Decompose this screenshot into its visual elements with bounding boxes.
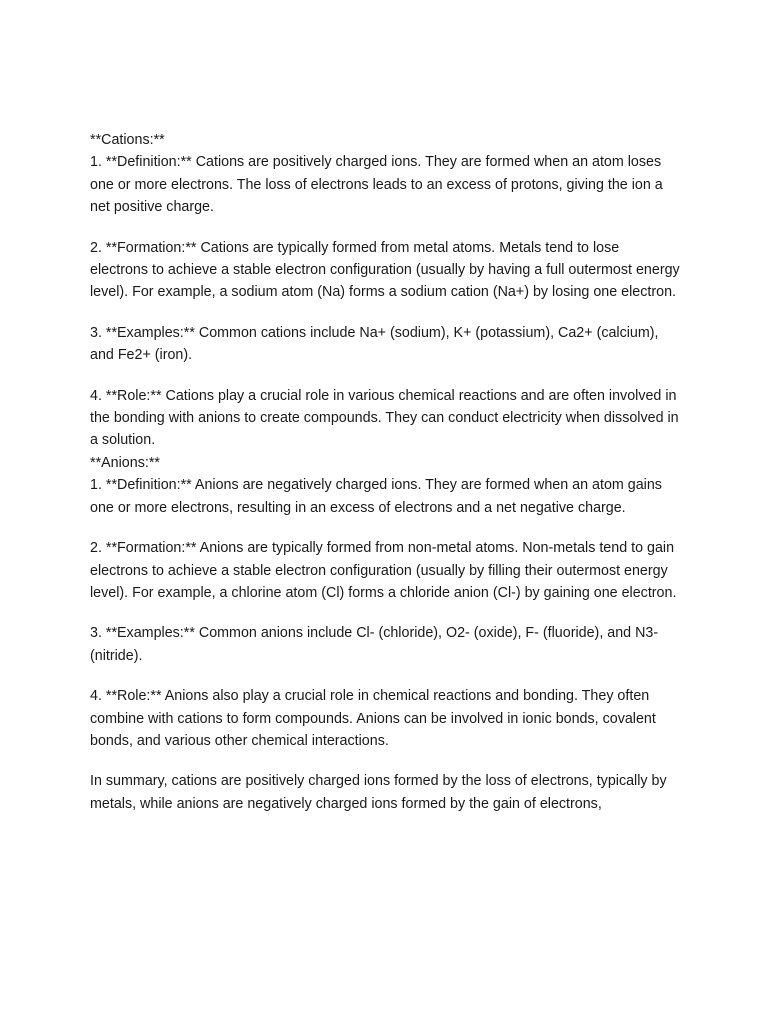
summary-paragraph: In summary, cations are positively charged ions formed by the loss of electrons, typically by metals, while anions are negatively charged ions formed by the gain of electrons, bbox=[90, 773, 667, 812]
anions-definition: 1. **Definition:** Anions are negatively charged ions. They are formed when an atom gains one or more electrons, resulting in an excess of electrons and a net negative charge. bbox=[90, 477, 662, 516]
cations-definition: 1. **Definition:** Cations are positively charged ions. They are formed when an atom loses one or more electrons. The loss of electrons leads to an excess of protons, giving the ion a net positive charge. bbox=[90, 154, 663, 216]
cations-role: 4. **Role:** Cations play a crucial role in various chemical reactions and are often involved in the bonding with anions to create compounds. They can conduct electricity when dissolved in a solution. bbox=[90, 387, 679, 449]
cations-formation: 2. **Formation:** Cations are typically formed from metal atoms. Metals tend to lose electrons to achieve a stable electron configuration (usually by having a full outermost energy level). For example, a sodium atom (Na) forms a sodium cation (Na+) by losing one electron. bbox=[90, 239, 680, 301]
anions-role: 4. **Role:** Anions also play a crucial role in chemical reactions and bonding. They often combine with cations to form compounds. Anions can be involved in ionic bonds, covalent bonds, and various other chemical interactions. bbox=[90, 688, 656, 749]
anions-heading: **Anions:** bbox=[90, 454, 160, 471]
cations-examples: 3. **Examples:** Common cations include Na+ (sodium), K+ (potassium), Ca2+ (calcium), and Fe2+ (iron). bbox=[90, 324, 659, 364]
cations-heading: **Cations:** bbox=[90, 132, 165, 148]
anions-formation: 2. **Formation:** Anions are typically formed from non-metal atoms. Non-metals tend to gain electrons to achieve a stable electron configuration (usually by filling their outermost energy level). For example, a chlorine atom (Cl) forms a chloride anion (Cl-) by gaining one electron. bbox=[90, 540, 677, 601]
anions-examples: 3. **Examples:** Common anions include Cl- (chloride), O2- (oxide), F- (fluoride), and N3- (nitride). bbox=[90, 625, 659, 664]
